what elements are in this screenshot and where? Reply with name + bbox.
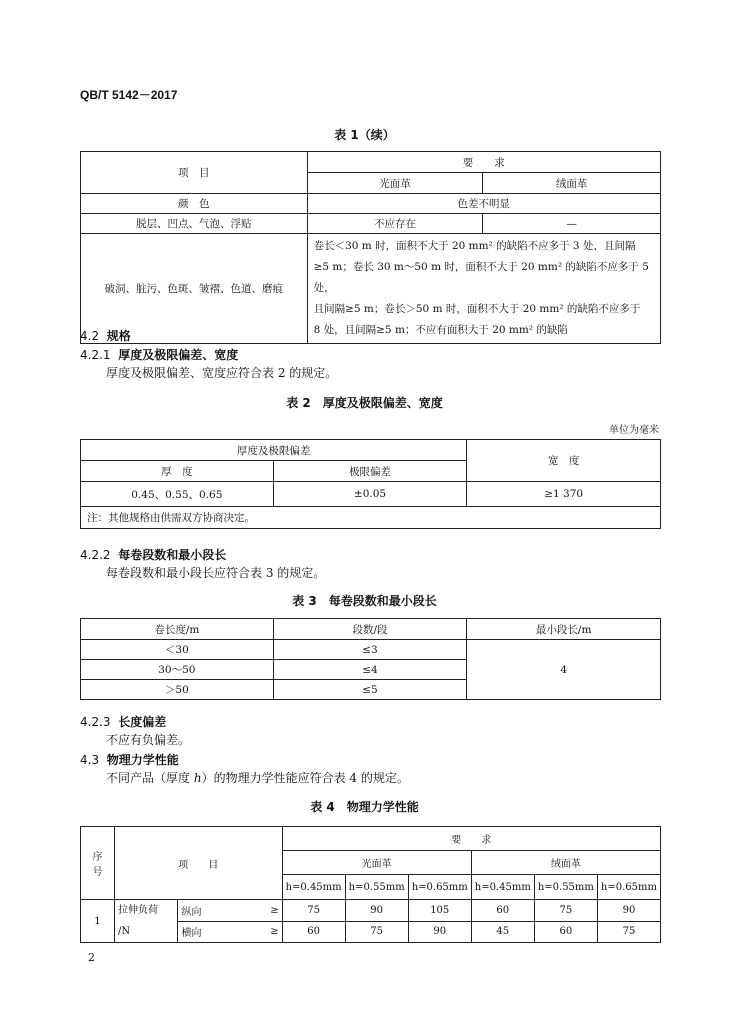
t4-item-name-b: /N bbox=[117, 926, 131, 937]
t4-h-col: h=0.45mm bbox=[471, 875, 534, 900]
section-4-2-2-number: 4.2.2 bbox=[80, 548, 111, 562]
section-4-2-3-title: 长度偏差 bbox=[118, 715, 167, 729]
t4-h-col: h=0.55mm bbox=[534, 875, 597, 900]
t4-item-name bbox=[114, 900, 178, 943]
section-4-2-1-number: 4.2.1 bbox=[80, 348, 111, 362]
table2-unit: 单位为毫米 bbox=[609, 425, 659, 436]
table4 bbox=[80, 826, 661, 943]
table2-caption: 表 2 厚度及极限偏差、宽度 bbox=[286, 396, 443, 410]
t4-col-item: 项 目 bbox=[114, 827, 282, 900]
section-4-3-title: 物理力学性能 bbox=[106, 753, 179, 767]
t4-h-col: h=0.65mm bbox=[597, 875, 660, 900]
section-4-2-3-number: 4.2.3 bbox=[80, 715, 111, 729]
t4-val: 90 bbox=[408, 921, 471, 943]
t3-row1-len: ＜30 bbox=[81, 640, 274, 660]
t1-row3-item: 破洞、脏污、色斑、皱褶、色道、磨痕 bbox=[81, 234, 308, 344]
t4-col-no: 序号 bbox=[81, 827, 115, 900]
t3-row3-seg: ≤5 bbox=[273, 680, 467, 700]
t1-col-item: 项 目 bbox=[81, 152, 308, 194]
t1-row2-smooth: 不应存在 bbox=[307, 214, 483, 234]
section-4-2 bbox=[80, 327, 131, 344]
section-4-2-3-text: 不应有负偏差。 bbox=[106, 733, 191, 747]
table3 bbox=[80, 618, 661, 700]
t2-note: 注：其他规格由供需双方协商决定。 bbox=[81, 507, 661, 529]
t3-row2-len: 30～50 bbox=[81, 660, 274, 680]
t4-val: 75 bbox=[345, 921, 408, 943]
t4-ge2: ≥ bbox=[232, 921, 283, 943]
section-4-3-text-b: ）的物理力学性能应符合表 4 的规定。 bbox=[201, 771, 409, 785]
table1-caption: 表 1（续） bbox=[334, 128, 395, 142]
t4-val: 90 bbox=[345, 900, 408, 922]
table2 bbox=[80, 439, 661, 529]
t3-col-seg: 段数/段 bbox=[273, 619, 467, 640]
t1-row3-line3: 且间隔≥5 m；卷长＞50 m 时，面积不大于 20 mm² 的缺陷不应多于 bbox=[313, 303, 641, 315]
t4-val: 60 bbox=[282, 921, 345, 943]
t4-row-no: 1 bbox=[81, 900, 115, 943]
t4-h-col: h=0.65mm bbox=[408, 875, 471, 900]
t1-row1-req: 色差不明显 bbox=[307, 194, 660, 214]
t1-row1-item: 颜 色 bbox=[81, 194, 308, 214]
t4-col-suede: 绒面革 bbox=[471, 851, 660, 875]
section-4-2-2-text: 每卷段数和最小段长应符合表 3 的规定。 bbox=[106, 566, 326, 580]
t4-col-smooth: 光面革 bbox=[282, 851, 471, 875]
section-4-3-text bbox=[106, 769, 409, 786]
section-4-2-2 bbox=[80, 546, 226, 563]
t4-val: 105 bbox=[408, 900, 471, 922]
section-4-2-number: 4.2 bbox=[80, 329, 100, 343]
section-4-3-text-a: 不同产品（厚度 bbox=[106, 771, 194, 785]
section-4-3 bbox=[80, 751, 179, 768]
standard-code: QB/T 5142－2017 bbox=[80, 88, 178, 102]
section-4-2-title: 规格 bbox=[106, 329, 131, 343]
t4-val: 60 bbox=[534, 921, 597, 943]
t3-col-len: 卷长度/m bbox=[81, 619, 274, 640]
section-4-2-1-text: 厚度及极限偏差、宽度应符合表 2 的规定。 bbox=[106, 366, 338, 380]
t1-row3-line4: 8 处，且间隔≥5 m；不应有面积大于 20 mm² 的缺陷 bbox=[313, 324, 568, 336]
t3-row3-len: ＞50 bbox=[81, 680, 274, 700]
t4-val: 45 bbox=[471, 921, 534, 943]
t1-col-suede: 绒面革 bbox=[483, 173, 661, 194]
t4-val: 75 bbox=[282, 900, 345, 922]
t2-width: ≥1 370 bbox=[467, 482, 661, 507]
t3-min: 4 bbox=[467, 640, 661, 700]
section-4-2-1-title: 厚度及极限偏差、宽度 bbox=[118, 348, 239, 362]
section-4-2-3 bbox=[80, 713, 166, 730]
t2-col-width: 宽 度 bbox=[467, 440, 661, 482]
page-number: 2 bbox=[88, 951, 95, 964]
t2-dev: ±0.05 bbox=[273, 482, 467, 507]
t4-h-col: h=0.55mm bbox=[345, 875, 408, 900]
t4-val: 75 bbox=[534, 900, 597, 922]
t4-item-name-a: 拉伸负荷 bbox=[117, 905, 158, 916]
t1-row2-item: 脱层、凹点、气泡、浮贴 bbox=[81, 214, 308, 234]
t1-row2-suede: — bbox=[483, 214, 661, 234]
t4-val: 90 bbox=[597, 900, 660, 922]
table3-caption: 表 3 每卷段数和最小段长 bbox=[292, 594, 437, 608]
t1-row3-line1: 卷长＜30 m 时，面积不大于 20 mm² 的缺陷不应多于 3 处，且间隔 bbox=[313, 240, 636, 252]
t4-val: 75 bbox=[597, 921, 660, 943]
t2-col-thick: 厚 度 bbox=[81, 461, 274, 482]
section-4-3-number: 4.3 bbox=[80, 753, 100, 767]
t2-col-group: 厚度及极限偏差 bbox=[81, 440, 467, 461]
section-4-2-1 bbox=[80, 346, 238, 363]
t4-ge1: ≥ bbox=[232, 900, 283, 922]
t4-val: 60 bbox=[471, 900, 534, 922]
t4-dir1: 纵向 bbox=[178, 900, 232, 922]
t1-row3-req bbox=[307, 234, 660, 344]
section-4-3-text-h: h bbox=[193, 771, 202, 785]
t1-col-smooth: 光面革 bbox=[307, 173, 483, 194]
t3-row2-seg: ≤4 bbox=[273, 660, 467, 680]
t2-col-dev: 极限偏差 bbox=[273, 461, 467, 482]
section-4-2-2-title: 每卷段数和最小段长 bbox=[118, 548, 227, 562]
t1-col-req: 要 求 bbox=[307, 152, 660, 173]
table4-caption: 表 4 物理力学性能 bbox=[310, 800, 419, 814]
t4-col-req: 要 求 bbox=[282, 827, 660, 851]
t2-thick: 0.45、0.55、0.65 bbox=[81, 482, 274, 507]
t3-row1-seg: ≤3 bbox=[273, 640, 467, 660]
t3-col-min: 最小段长/m bbox=[467, 619, 661, 640]
t4-h-col: h=0.45mm bbox=[282, 875, 345, 900]
t1-row3-line2: ≥5 m；卷长 30 m～50 m 时，面积不大于 20 mm² 的缺陷不应多于 5 处， bbox=[313, 261, 649, 294]
table1 bbox=[80, 151, 661, 344]
t4-dir2: 横向 bbox=[178, 921, 232, 943]
